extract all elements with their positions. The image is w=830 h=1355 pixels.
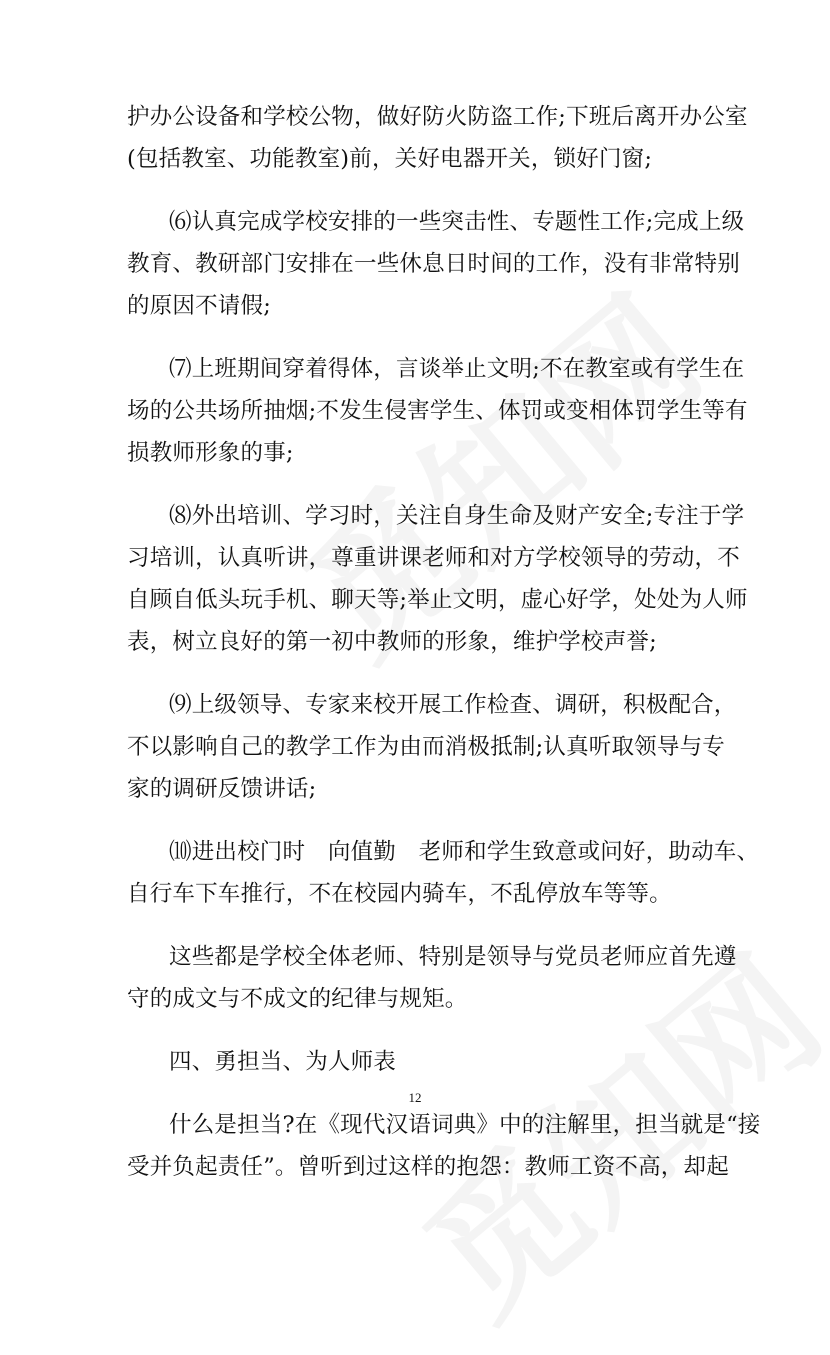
text-line: ⑻外出培训、学习时，关注自身生命及财产安全;专注于学 [169, 503, 745, 529]
text-line: 的原因不请假; [127, 293, 271, 319]
text-line: 这些都是学校全体老师、特别是领导与党员老师应首先遵 [169, 944, 737, 970]
text-line: 护办公设备和学校公物，做好防火防盗工作;下班后离开办公室 [127, 104, 748, 130]
text-line: 习培训，认真听讲，尊重讲课老师和对方学校领导的劳动，不 [127, 545, 740, 571]
text-line: 四、勇担当、为人师表 [169, 1049, 397, 1075]
text-line: ⑽进出校门时 向值勤 老师和学生致意或问好，助动车、 [169, 839, 760, 865]
text-line: 不以影响自己的教学工作为由而消极抵制;认真听取领导与专 [127, 734, 725, 760]
text-line: 自顾自低头玩手机、聊天等;举止文明，虚心好学，处处为人师 [127, 587, 748, 613]
paragraph [127, 1104, 761, 1188]
paragraph [127, 96, 748, 180]
text-line: 受并负起责任”。曾听到过这样的抱怨：教师工资不高，却起 [127, 1154, 729, 1180]
text-line: 守的成文与不成文的纪律与规矩。 [127, 986, 468, 1012]
paragraph [127, 201, 745, 327]
text-line: 自行车下车推行，不在校园内骑车，不乱停放车等等。 [127, 881, 672, 907]
paragraph [127, 495, 748, 663]
text-line: ⑼上级领导、专家来校开展工作检查、调研，积极配合， [169, 692, 737, 718]
paragraph [127, 348, 748, 474]
page-number: 12 [408, 1090, 422, 1105]
text-line: 教育、教研部门安排在一些休息日时间的工作，没有非常特别 [127, 251, 740, 277]
section-heading [127, 1041, 712, 1083]
text-line: 损教师形象的事; [127, 440, 294, 466]
document-body [127, 96, 761, 1188]
text-line: 家的调研反馈讲话; [127, 776, 317, 802]
paragraph [127, 684, 737, 810]
paragraph [127, 831, 760, 915]
text-line: ⑺上班期间穿着得体，言谈举止文明;不在教室或有学生在 [169, 356, 745, 382]
text-line: 场的公共场所抽烟;不发生侵害学生、体罚或变相体罚学生等有 [127, 398, 748, 424]
text-line: (包括教室、功能教室)前，关好电器开关，锁好门窗; [127, 146, 653, 172]
paragraph [127, 936, 737, 1020]
text-line: 表，树立良好的第一初中教师的形象，维护学校声誉; [127, 629, 657, 655]
text-line: 什么是担当?在《现代汉语词典》中的注解里，担当就是“接 [169, 1112, 761, 1138]
text-line: ⑹认真完成学校安排的一些突击性、专题性工作;完成上级 [169, 209, 745, 235]
